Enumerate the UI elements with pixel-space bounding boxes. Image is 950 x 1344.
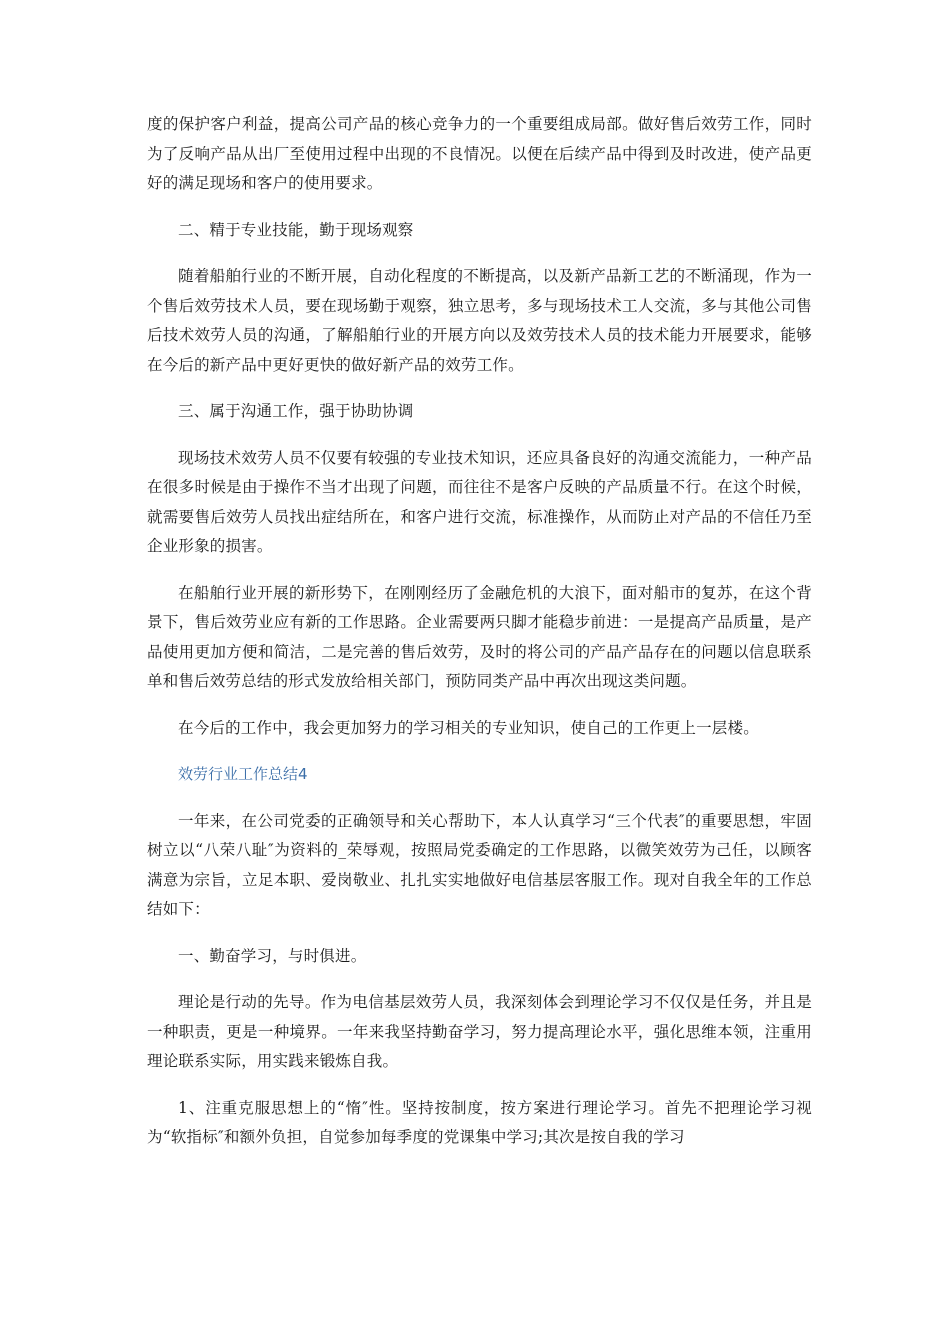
paragraph-year-overview: 一年来，在公司党委的正确领导和关心帮助下，本人认真学习“三个代表″的重要思想，牢固树立以“八荣八耻″为资料的_荣辱观，按照局党委确定的工作思路，以微笑效劳为己任，以顾客满意为宗旨，立足本职、爱岗敬业、扎扎实实地做好电信基层客服工作。现对自我全年的工作总结如下： (147, 811, 812, 918)
section-heading-communication: 三、属于沟通工作，强于协助协调 (178, 402, 414, 420)
paragraph-theory-guide: 理论是行动的先导。作为电信基层效劳人员，我深刻体会到理论学习不仅仅是任务，并且是一种职责，更是一种境界。一年来我坚持勤奋学习，努力提高理论水平，强化思维本领，注重用理论联系实际，用实践来锻炼自我。 (147, 993, 812, 1070)
document-body (147, 110, 812, 1153)
paragraph-intro-continuation: 度的保护客户利益，提高公司产品的核心竞争力的一个重要组成局部。做好售后效劳工作，同时为了反响产品从出厂至使用过程中出现的不良情况。以便在后续产品中得到及时改进，使产品更好的满足现场和客户的使用要求。 (147, 115, 812, 192)
section-heading-professional-skills: 二、精于专业技能，勤于现场观察 (178, 220, 414, 239)
paragraph-future-work: 在今后的工作中，我会更加努力的学习相关的专业知识，使自己的工作更上一层楼。 (178, 718, 759, 737)
section-heading-diligent-study: 一、勤奋学习，与时俱进。 (178, 946, 367, 965)
paragraph-communication-skills: 现场技术效劳人员不仅要有较强的专业技术知识，还应具备良好的沟通交流能力，一种产品在很多时候是由于操作不当才出现了问题，而往往不是客户反映的产品质量不行。在这个时候，就需要售后效劳人员找出症结所在，和客户进行交流，标准操作，从而防止对产品的不信任乃至企业形象的损害。 (147, 448, 812, 555)
article-title-summary-4: 效劳行业工作总结4 (178, 765, 308, 783)
paragraph-shipbuilding-development: 随着船舶行业的不断开展，自动化程度的不断提高，以及新产品新工艺的不断涌现，作为一个售后效劳技术人员，要在现场勤于观察，独立思考，多与现场技术工人交流，多与其他公司售后技术效劳人员的沟通，了解船舶行业的开展方向以及效劳技术人员的技术能力开展要求，能够在今后的新产品中更好更快的做好新产品的效劳工作。 (147, 267, 812, 374)
paragraph-overcome-laziness: 1、注重克服思想上的“惰″性。坚持按制度，按方案进行理论学习。首先不把理论学习视为“软指标″和额外负担，自觉参加每季度的党课集中学习;其次是按自我的学习 (147, 1098, 812, 1146)
paragraph-new-situation: 在船舶行业开展的新形势下，在刚刚经历了金融危机的大浪下，面对船市的复苏，在这个背景下，售后效劳业应有新的工作思路。企业需要两只脚才能稳步前进：一是提高产品质量，是产品使用更加方便和简洁，二是完善的售后效劳，及时的将公司的产品产品存在的问题以信息联系单和售后效劳总结的形式发放给相关部门，预防同类产品中再次出现这类问题。 (147, 583, 812, 690)
